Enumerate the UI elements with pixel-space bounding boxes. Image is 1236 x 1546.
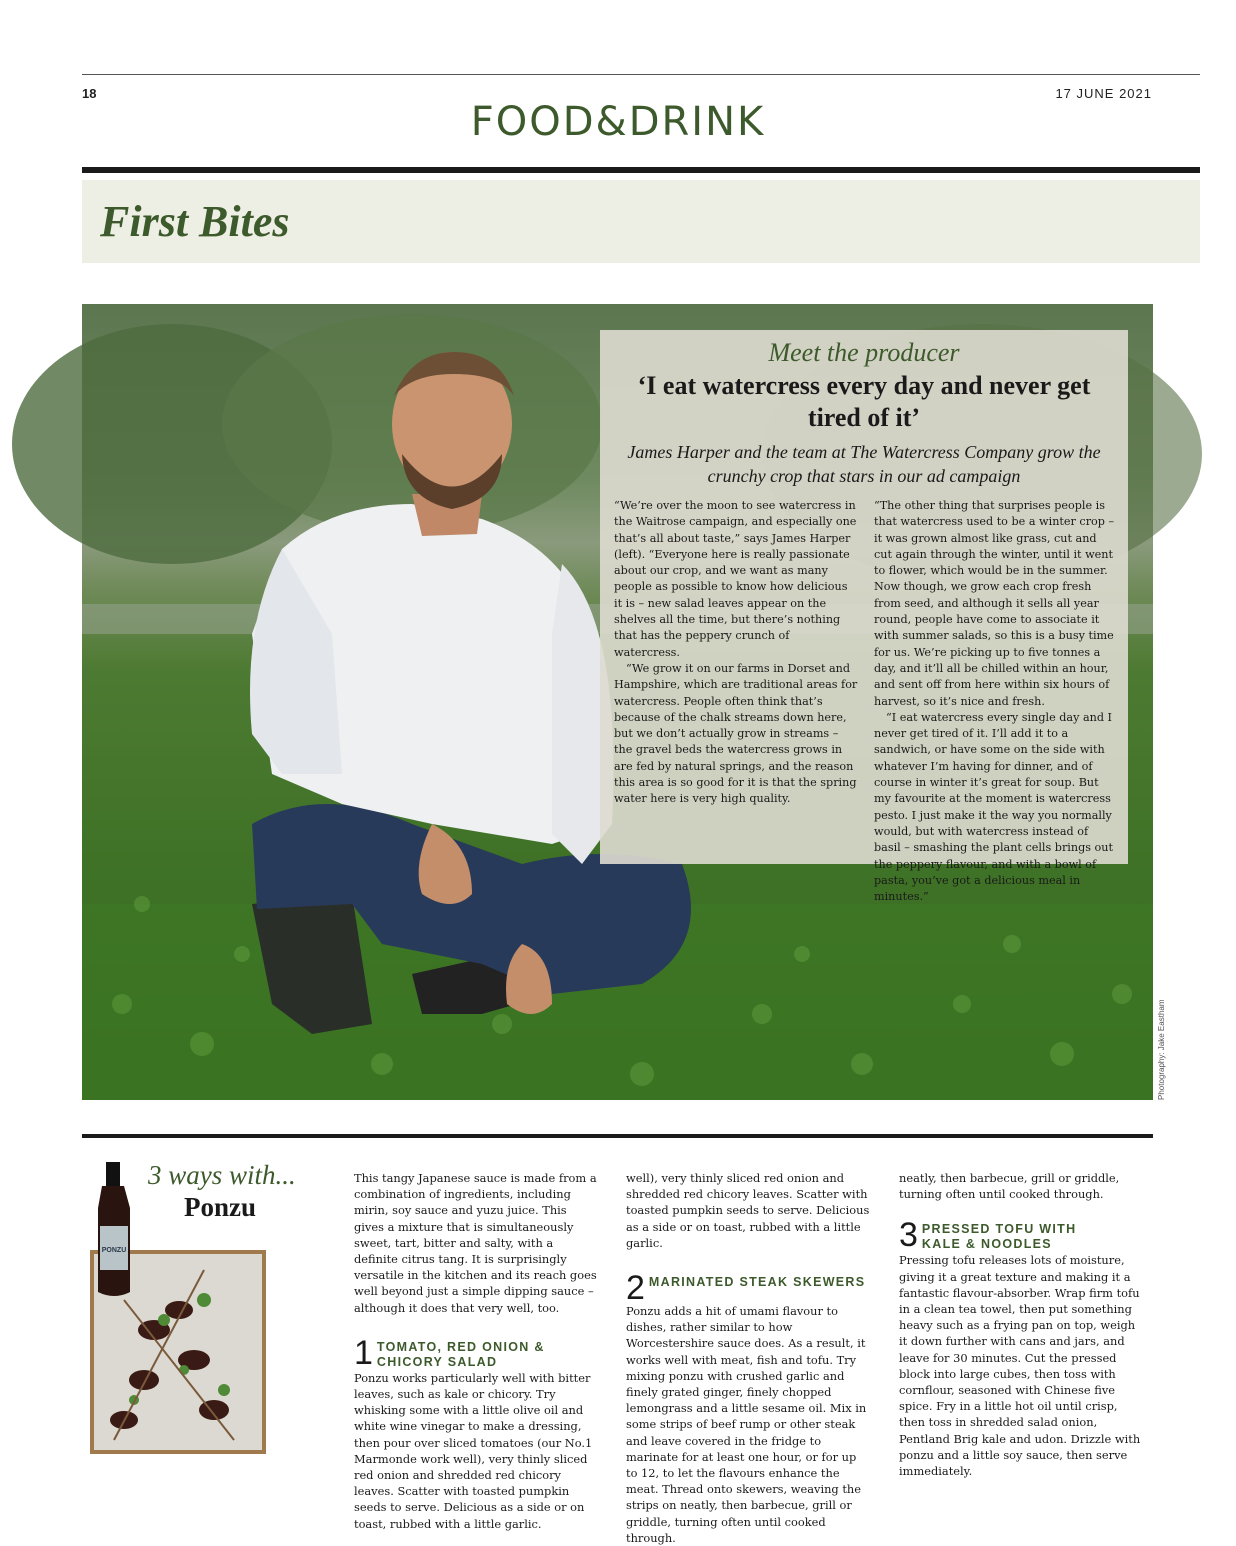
page-number: 18 [82, 86, 97, 101]
recipes-column-3 [899, 1170, 1144, 1479]
ways-ingredient: Ponzu [184, 1192, 257, 1222]
recipe-body: Pressing tofu releases lots of moisture, giving it a great texture and making it a fantastic flavour-absorber. Wrap firm tofu in a clean tea towel, then put something heavy such as a frying pan on top, weigh it down further with cans and jars, and leave for 30 minutes. Cut the pressed block into large cubes, then toss with cornflour, seasoned with Chinese five spice. Fry in a little hot oil until crisp, then toss in shredded salad onion, Pentland Brig kale and udon. Drizzle with ponzu and a little soy sauce, then serve immediately. [899, 1253, 1141, 1479]
recipe-header [899, 1216, 1144, 1255]
article-paragraph: “We’re over the moon to see watercress in the Waitrose campaign, and especially one that’s all about taste,” says James Harper (left). “Everyone here is really passionate about our crop, and we want as many people as possible to know how delicious it is – new salad leaves appear on the shelves all the time, but there’s nothing that has the peppery crunch of watercress. [614, 499, 857, 659]
recipe-title: TOMATO, RED ONION & CHICORY SALAD [376, 1339, 545, 1369]
article-column-2 [874, 498, 1118, 905]
photo-credit [1154, 996, 1168, 1100]
recipe-header [354, 1333, 599, 1372]
ways-intro: This tangy Japanese sauce is made from a combination of ingredients, including mirin, soy sauce and yuzu juice. This gives a mixture that is simultaneously sweet, tart, bitter and salty, with a definite citrus tang. It is surprisingly versatile in the kitchen and its reach goes well beyond just a simple dipping sauce – although it does that very well, too. [354, 1171, 597, 1315]
recipe-number: 3 [899, 1216, 918, 1255]
recipe-number: 1 [354, 1333, 373, 1372]
section-title: FOOD&DRINK [470, 99, 766, 145]
recipe-body-continued: well), very thinly sliced red onion and shredded red chicory leaves. Scatter with toasted pumpkin seeds to serve. Delicious as a side or on toast, rubbed with a little garlic. [626, 1171, 870, 1250]
article-paragraph: “I eat watercress every single day and I never get tired of it. I’ll add it to a sandwich, or have some on the side with whatever I’m having for dinner, and of course in winter it’s great for soup. But my favourite at the moment is watercress pesto. I just make it the way you normally would, but with watercress instead of basil – smashing the plant cells brings out the peppery flavour, and with a bowl of pasta, you’ve got a delicious meal in minutes.” [874, 710, 1113, 904]
recipe-title: MARINATED STEAK SKEWERS [648, 1275, 866, 1290]
page-title: First Bites [100, 197, 290, 246]
recipe-body: Ponzu adds a hit of umami flavour to dishes, rather similar to how Worcestershire sauce does. As a result, it works well with meat, fish and tofu. Try mixing ponzu with crushed garlic and finely grated ginger, finely chopped lemongrass and a little sesame oil. Mix in some strips of beef rump or other steak and leave covered in the fridge to marinate for at least one hour, or for up to 12, to let the flavours enhance the meat. Thread onto skewers, weaving the strips on neatly, then barbecue, grill or griddle, turning often until cooked through. [626, 1304, 867, 1545]
recipe-body: Ponzu works particularly well with bitter leaves, such as kale or chicory. Try whisking some with a little olive oil and white wine vinegar to make a dressing, then pour over sliced tomatoes (our No.1 Marmonde work well), very thinly sliced red onion and shredded red chicory leaves. Scatter with toasted pumpkin seeds to serve. Delicious as a side or on toast, rubbed with a little garlic. [354, 1370, 593, 1531]
bottle-label: PONZU [101, 1247, 127, 1254]
title-band [82, 180, 1200, 263]
section-divider [82, 1134, 1153, 1138]
recipe-title: PRESSED TOFU WITH KALE & NOODLES [921, 1222, 1077, 1252]
issue-date: 17 JUNE 2021 [1055, 86, 1152, 101]
feature-photo [82, 304, 1153, 1100]
ways-heading: 3 ways with... [148, 1160, 296, 1190]
producer-panel [600, 330, 1128, 904]
recipes-column-2 [626, 1170, 871, 1545]
recipe-header [626, 1269, 871, 1308]
article-paragraph: “We grow it on our farms in Dorset and Hampshire, which are traditional areas for watercress. People often think that’s because of the chalk streams down here, but we don’t actually grow in streams – the gravel beds the watercress grows in are fed by natural springs, and the reason this area is so good for it is that the spring water here is very high quality. [614, 661, 858, 806]
article-paragraph: “The other thing that surprises people is that watercress used to be a winter crop – it was grown almost like grass, cut and cut again through the winter, until it went to flower, which would be in the summer. Now though, we grow each crop fresh from seed, and although it sells all year round, people have come to associate it with summer salads, so this is a busy time for us. We’re picking up to five tonnes a day, and it’ll all be chilled within an hour, and sent off from here within six hours of harvest, so it’s nice and fresh. [874, 499, 1115, 708]
top-rule [82, 74, 1200, 75]
photo-credit-text: Photography: Jake Eastham [1157, 999, 1166, 1100]
article-column-1 [614, 498, 858, 808]
recipe-number: 2 [626, 1269, 645, 1308]
standfirst: James Harper and the team at The Watercress Company grow the crunchy crop that stars in our ad campaign [627, 442, 1101, 486]
headline: ‘I eat watercress every day and never get tired of it’ [637, 371, 1091, 432]
section-rule [82, 167, 1200, 173]
recipes-column-1 [354, 1170, 599, 1531]
recipe-body-continued: neatly, then barbecue, grill or griddle, turning often until cooked through. [899, 1171, 1120, 1202]
kicker: Meet the producer [768, 338, 960, 367]
